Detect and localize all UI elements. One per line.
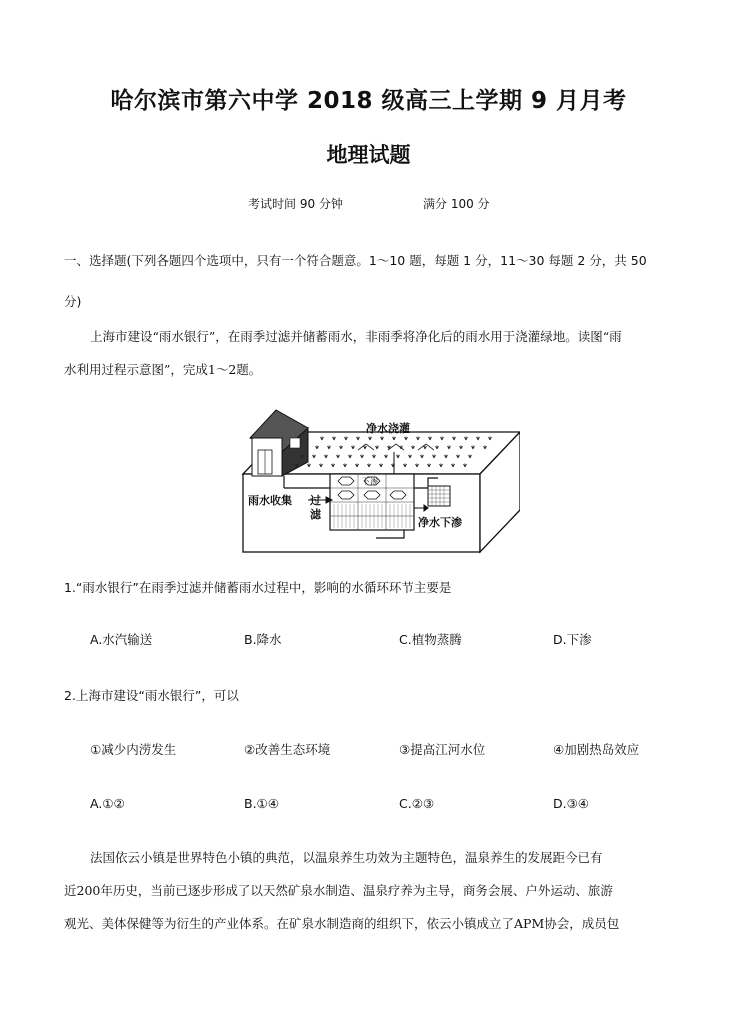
question2-stem: 2.上海市建设“雨水银行”，可以 <box>64 688 239 703</box>
seepage-box <box>428 486 450 506</box>
label-filter-2: 滤 <box>310 508 321 521</box>
question1-stem: 1.“雨水银行”在雨季过滤并储蓄雨水过程中，影响的水循环环节主要是 <box>64 580 452 595</box>
exam-time: 考试时间 90 分钟 <box>248 197 343 211</box>
q2-option-d[interactable]: D.③④ <box>553 796 590 811</box>
q2-statement-3: ③提高江河水位 <box>399 742 486 757</box>
q1-option-d[interactable]: D.下渗 <box>553 632 592 647</box>
section-heading-line2: 分) <box>64 294 82 309</box>
passage1-line2: 水利用过程示意图”，完成1～2题。 <box>64 362 262 377</box>
q1-option-a[interactable]: A.水汽输送 <box>90 632 153 647</box>
label-irrigation: 净水浇灌 <box>366 422 410 435</box>
q2-option-c[interactable]: C.②③ <box>399 796 435 811</box>
passage2-line1: 法国依云小镇是世界特色小镇的典范，以温泉养生功效为主题特色，温泉养生的发展距今已有 <box>90 850 603 865</box>
label-clean-seep: 净水下渗 <box>418 516 462 529</box>
q1-option-c[interactable]: C.植物蒸腾 <box>399 632 462 647</box>
passage2-line3: 观光、美体保健等为衍生的产业体系。在矿泉水制造商的组织下，依云小镇成立了APM协会，成员包 <box>64 916 620 931</box>
full-score: 满分 100 分 <box>423 197 490 211</box>
label-seep-down: 下渗 <box>362 477 378 486</box>
q2-statement-2: ②改善生态环境 <box>244 742 331 757</box>
q2-option-a[interactable]: A.①② <box>90 796 125 811</box>
exam-title: 哈尔滨市第六中学 2018 级高三上学期 9 月月考 <box>110 88 627 114</box>
exam-subtitle: 地理试题 <box>326 143 411 167</box>
passage1-line1: 上海市建设“雨水银行”，在雨季过滤并储蓄雨水，非雨季将净化后的雨水用于浇灌绿地。读图“雨 <box>90 329 622 344</box>
rainwater-diagram <box>238 404 520 556</box>
label-filter-1: 过 <box>310 494 321 507</box>
q2-option-b[interactable]: B.①④ <box>244 796 279 811</box>
q2-statement-4: ④加剧热岛效应 <box>553 742 640 757</box>
passage2-line2: 近200年历史，当前已逐步形成了以天然矿泉水制造、温泉疗养为主导，商务会展、户外运动、旅游 <box>64 883 613 898</box>
label-collect: 雨水收集 <box>248 494 292 507</box>
section-heading-line1: 一、选择题(下列各题四个选项中，只有一个符合题意。1～10 题，每题 1 分，11～30 每题 2 分，共 50 <box>64 253 647 268</box>
q2-statement-1: ①减少内涝发生 <box>90 742 177 757</box>
house-window <box>290 438 300 448</box>
q1-option-b[interactable]: B.降水 <box>244 632 282 647</box>
